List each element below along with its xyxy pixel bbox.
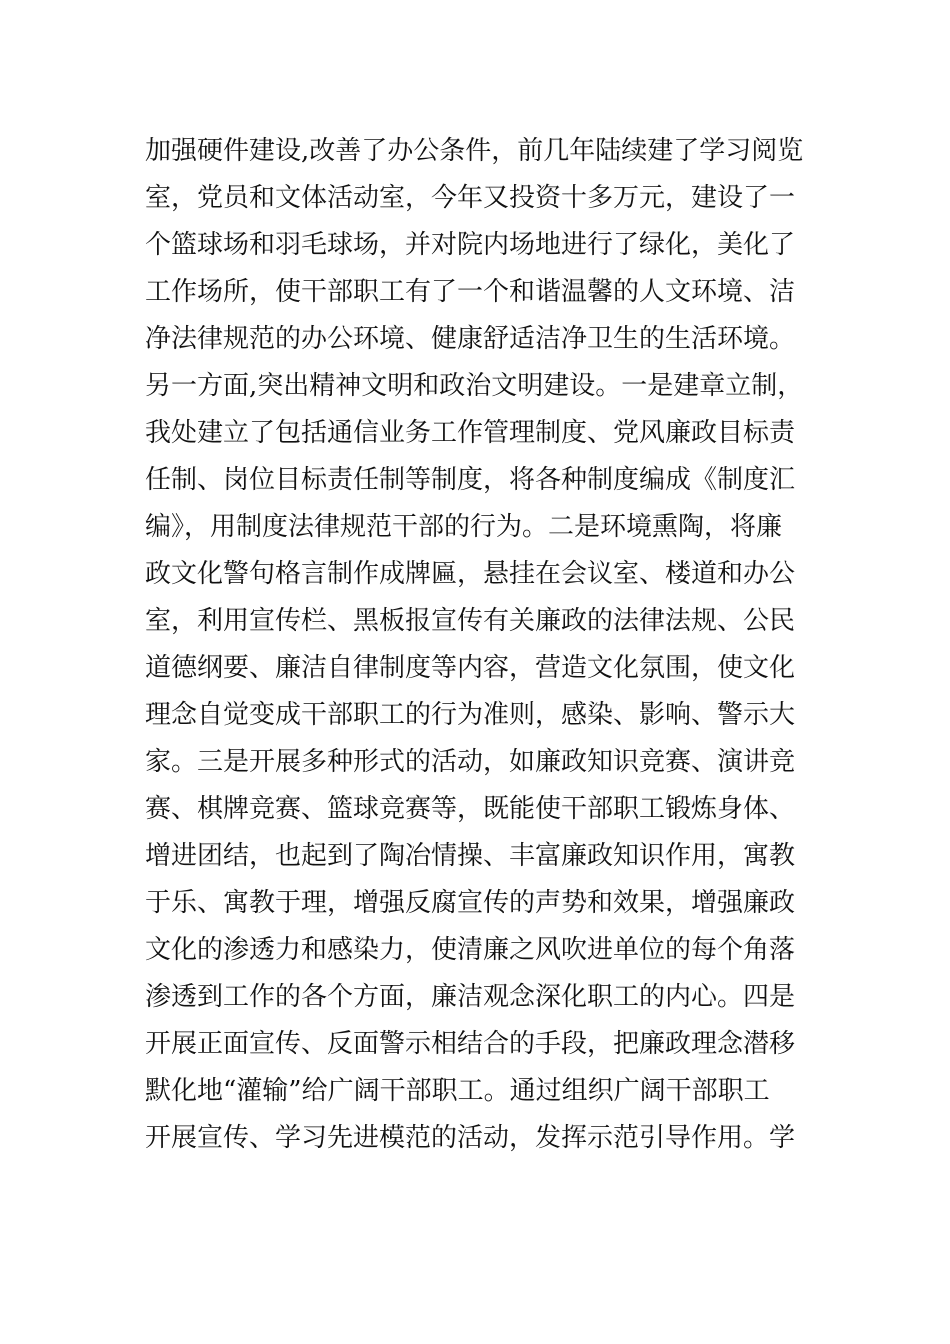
text-line: 我处建立了包括通信业务工作管理制度、党风廉政目标责 <box>145 418 796 448</box>
text-line: 家。三是开展多种形式的活动，如廉政知识竞赛、演讲竞 <box>145 747 796 777</box>
text-line: 开展正面宣传、反面警示相结合的手段，把廉政理念潜移 <box>145 1029 796 1059</box>
text-line: 室，党员和文体活动室，今年又投资十多万元，建设了一 <box>145 183 796 213</box>
text-line: 加强硬件建设,改善了办公条件，前几年陆续建了学习阅览 <box>145 136 804 166</box>
text-line: 默化地“灌输”给广阔干部职工。通过组织广阔干部职工 <box>145 1076 770 1106</box>
text-line: 工作场所，使干部职工有了一个和谐温馨的人文环境、洁 <box>145 277 796 307</box>
text-line: 净法律规范的办公环境、健康舒适洁净卫生的生活环境。 <box>145 324 796 354</box>
text-line: 于乐、寓教于理，增强反腐宣传的声势和效果，增强廉政 <box>145 888 796 918</box>
text-line: 文化的渗透力和感染力，使清廉之风吹进单位的每个角落 <box>145 935 796 965</box>
text-line: 理念自觉变成干部职工的行为准则，感染、影响、警示大 <box>145 700 796 730</box>
text-line: 增进团结，也起到了陶冶情操、丰富廉政知识作用，寓教 <box>145 841 796 871</box>
text-line: 室，利用宣传栏、黑板报宣传有关廉政的法律法规、公民 <box>145 606 796 636</box>
text-line: 任制、岗位目标责任制等制度，将各种制度编成《制度汇 <box>145 465 796 495</box>
text-line: 开展宣传、学习先进模范的活动，发挥示范引导作用。学 <box>145 1123 796 1153</box>
text-line: 编》，用制度法律规范干部的行为。二是环境熏陶，将廉 <box>145 512 783 542</box>
text-line: 道德纲要、廉洁自律制度等内容，营造文化氛围，使文化 <box>145 653 796 683</box>
body-paragraph <box>145 128 810 1162</box>
text-line: 政文化警句格言制作成牌匾，悬挂在会议室、楼道和办公 <box>145 559 796 589</box>
text-line: 赛、棋牌竞赛、篮球竞赛等，既能使干部职工锻炼身体、 <box>145 794 796 824</box>
text-line: 另一方面,突出精神文明和政治文明建设。一是建章立制， <box>145 371 804 401</box>
text-line: 个篮球场和羽毛球场，并对院内场地进行了绿化，美化了 <box>145 230 796 260</box>
text-line: 渗透到工作的各个方面，廉洁观念深化职工的内心。四是 <box>145 982 796 1012</box>
